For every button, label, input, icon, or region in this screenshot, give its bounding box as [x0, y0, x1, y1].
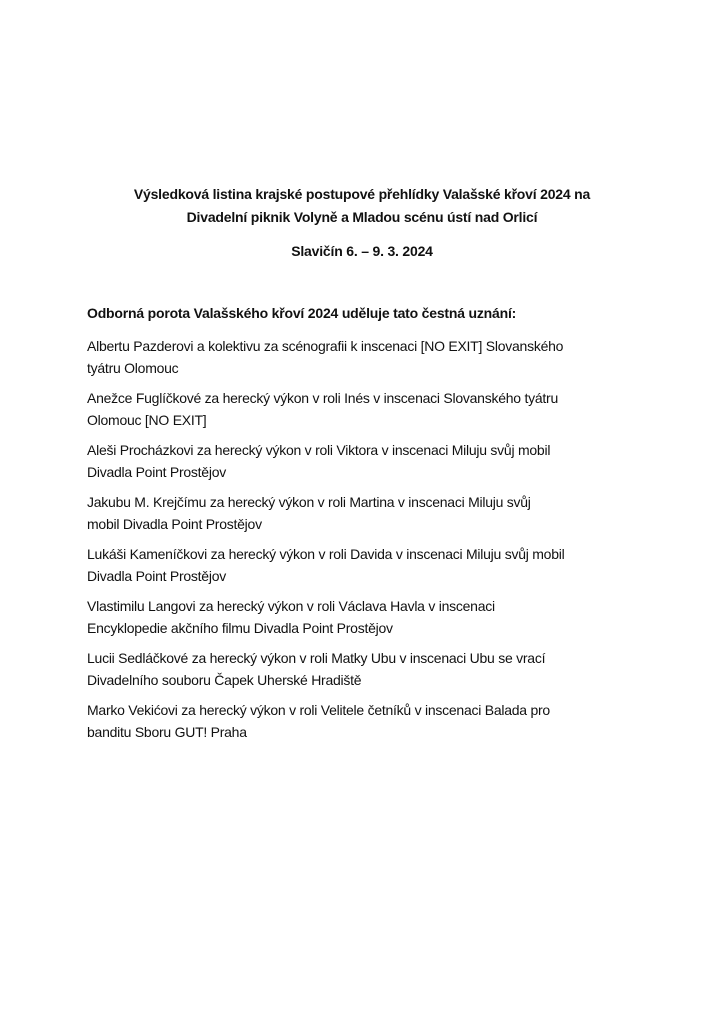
award-text: mobil Divadla Point Prostějov — [87, 516, 262, 532]
award-text: Lucii Sedláčkové za herecký výkon v roli Matky Ubu v inscenaci Ubu se vrací — [87, 650, 546, 666]
award-item — [87, 439, 647, 491]
award-item — [87, 491, 647, 543]
award-text: Divadelního souboru Čapek Uherské Hradiště — [87, 672, 362, 688]
award-text: Vlastimilu Langovi za herecký výkon v roli Václava Havla v inscenaci — [87, 598, 495, 614]
award-text: Aleši Procházkovi za herecký výkon v roli Viktora v inscenaci Miluju svůj mobil — [87, 442, 551, 458]
award-item — [87, 543, 647, 595]
award-item — [87, 595, 647, 647]
awards-list — [87, 335, 647, 751]
award-text: Divadla Point Prostějov — [87, 568, 226, 584]
award-item — [87, 335, 647, 387]
award-text: Olomouc [NO EXIT] — [87, 412, 207, 428]
award-item — [87, 387, 647, 439]
document-title-line-1: Výsledková listina krajské postupové přehlídky Valašské křoví 2024 na — [133, 186, 591, 202]
award-text: Encyklopedie akčního filmu Divadla Point Prostějov — [87, 620, 393, 636]
award-text: tyátru Olomouc — [87, 360, 179, 376]
award-text: banditu Sboru GUT! Praha — [87, 724, 247, 740]
award-text: Divadla Point Prostějov — [87, 464, 226, 480]
award-text: Anežce Fuglíčkové za herecký výkon v roli Inés v inscenaci Slovanského tyátru — [87, 390, 558, 406]
award-item — [87, 699, 647, 751]
award-text: Jakubu M. Krejčímu za herecký výkon v roli Martina v inscenaci Miluju svůj — [87, 494, 531, 510]
award-item — [87, 647, 647, 699]
award-text: Albertu Pazderovi a kolektivu za scénografii k inscenaci [NO EXIT] Slovanského — [87, 338, 564, 354]
award-text: Marko Vekićovi za herecký výkon v roli Velitele četníků v inscenaci Balada pro — [87, 702, 550, 718]
document-title-line-2: Divadelní piknik Volyně a Mladou scénu ústí nad Orlicí — [186, 209, 538, 225]
document-date: Slavičín 6. – 9. 3. 2024 — [291, 243, 433, 259]
award-text: Lukáši Kameníčkovi za herecký výkon v roli Davida v inscenaci Miluju svůj mobil — [87, 546, 565, 562]
section-heading: Odborná porota Valašského křoví 2024 uděluje tato čestná uznání: — [87, 305, 517, 321]
